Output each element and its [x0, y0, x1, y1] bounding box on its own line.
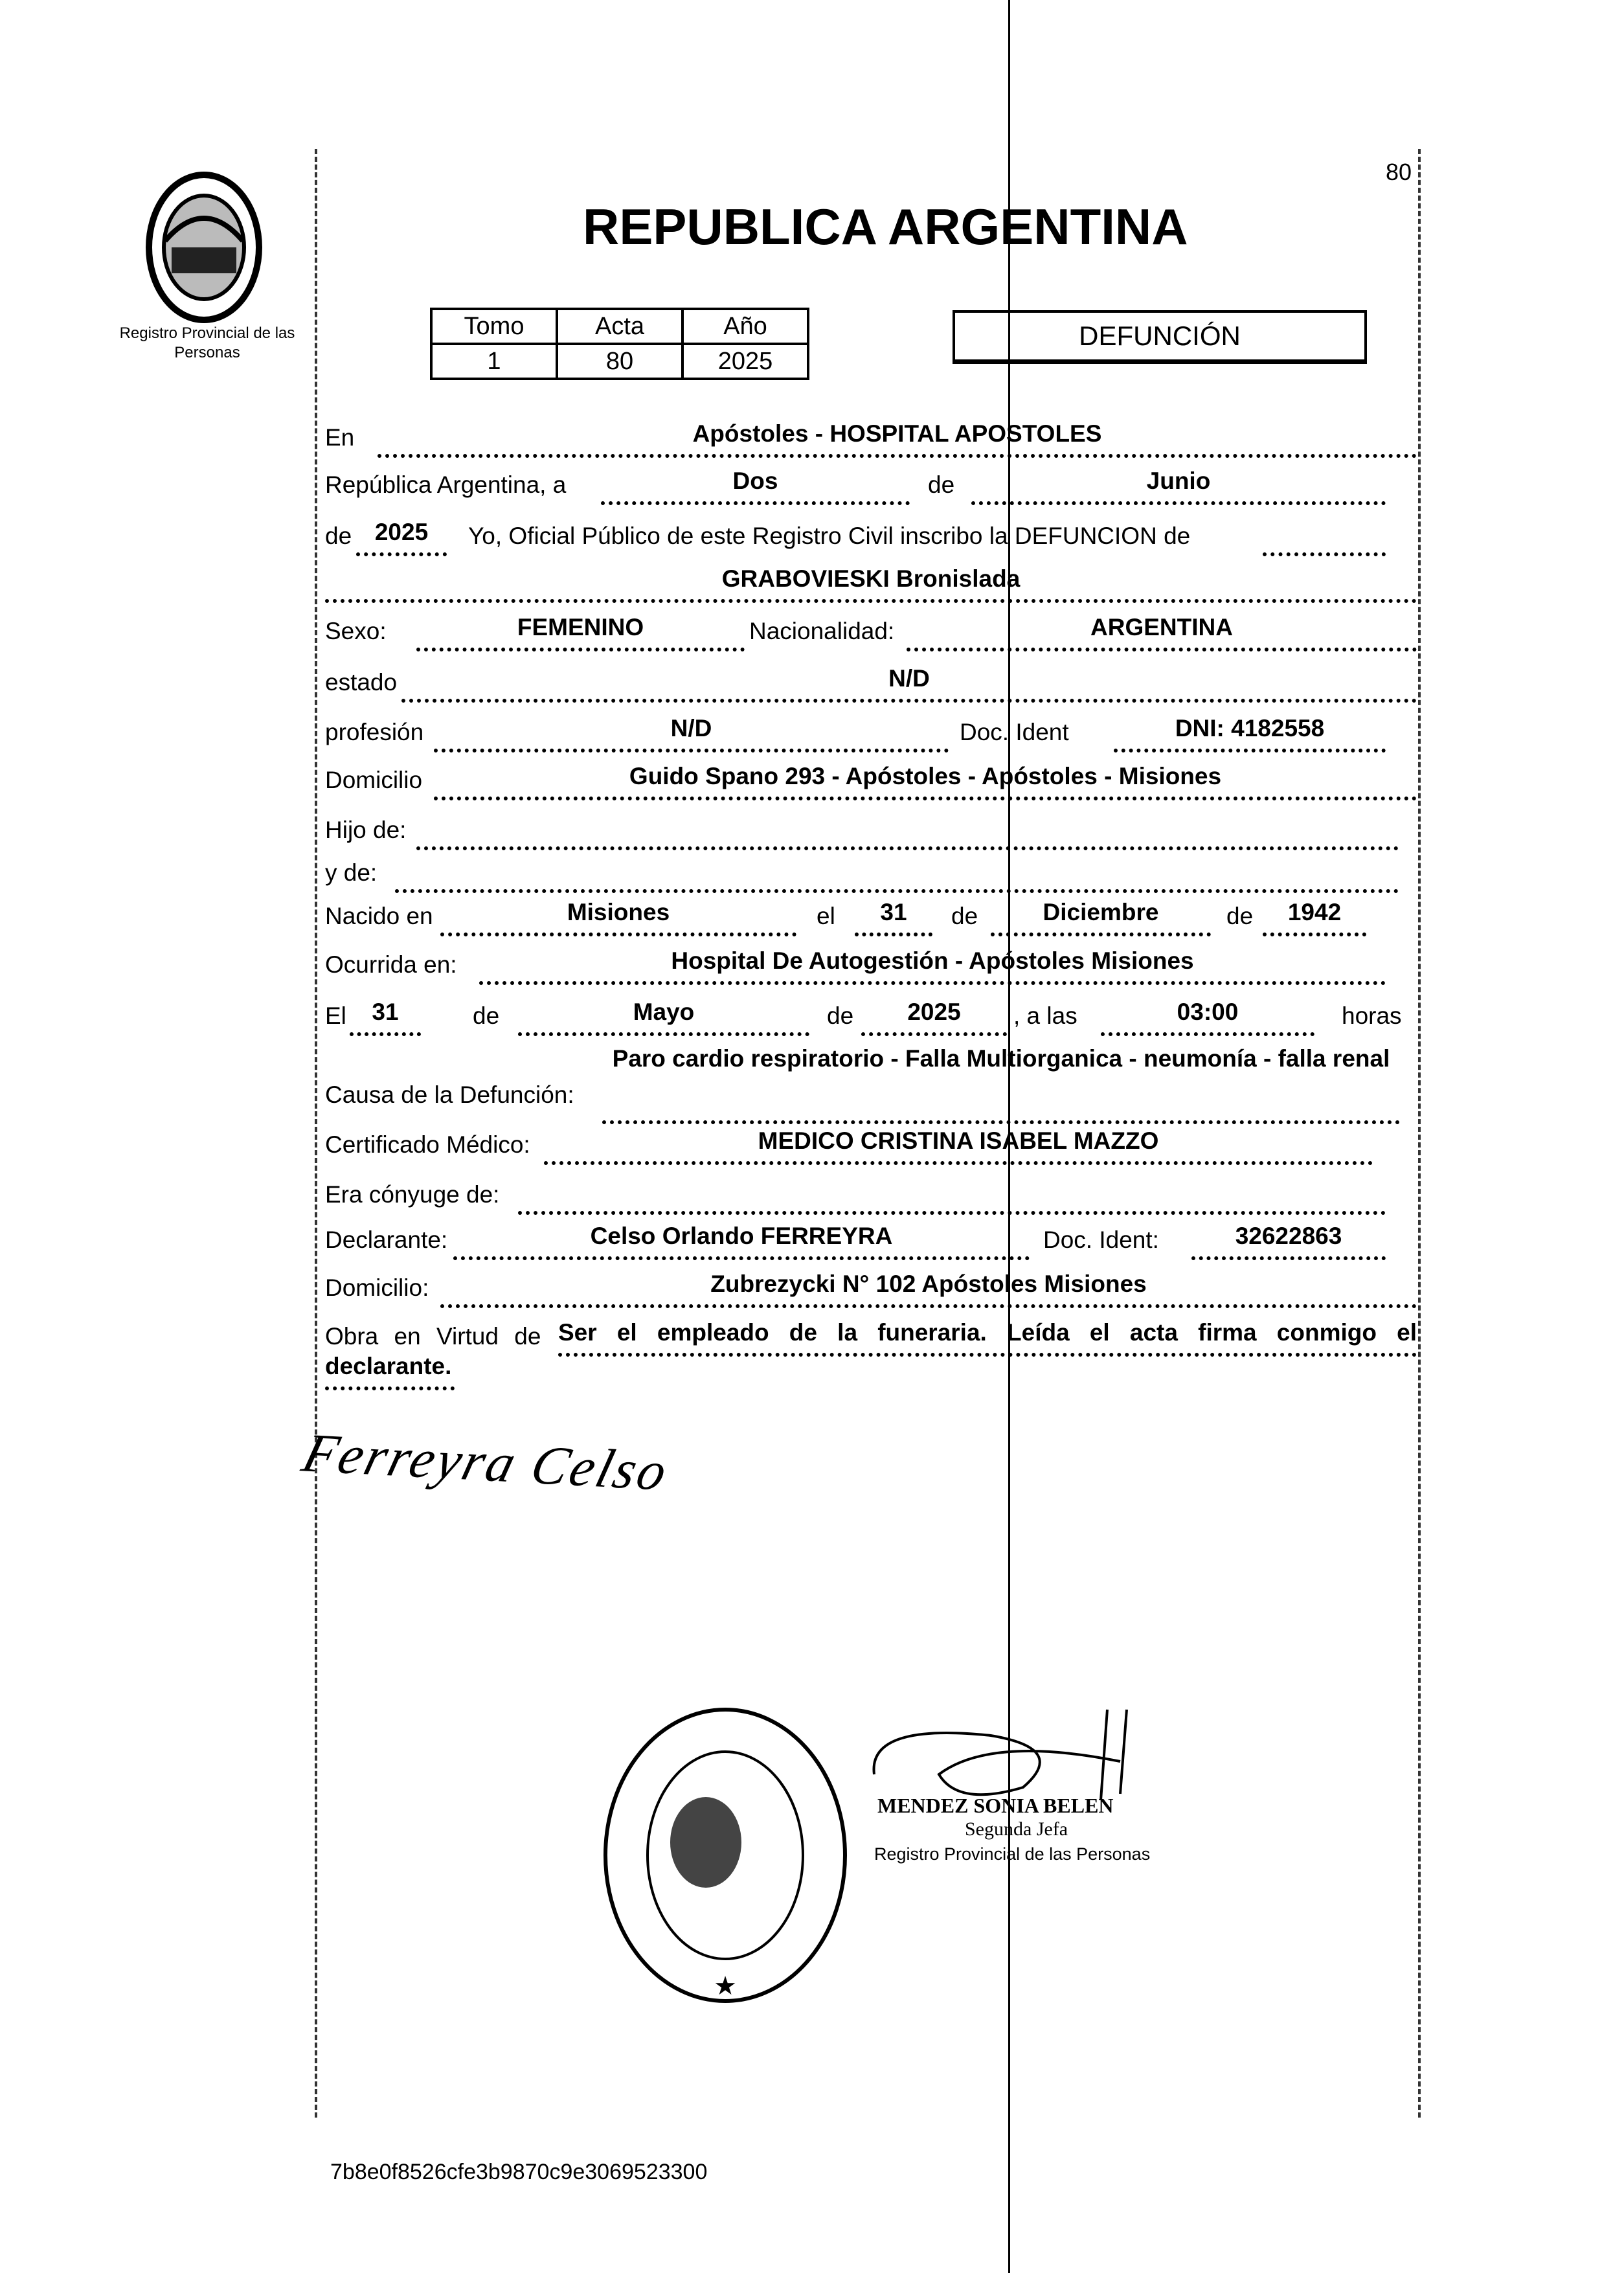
- row-en: [0, 415, 1624, 467]
- obra-field-cont: declarante.: [325, 1348, 455, 1390]
- register-table: [430, 308, 809, 380]
- svg-text:★: ★: [714, 1971, 737, 2001]
- causa-field: Paro cardio respiratorio - Falla Multiorganica - neumonía - falla renal: [602, 1043, 1400, 1124]
- de-label: de: [827, 1002, 854, 1029]
- row-death-date: [0, 993, 1624, 1045]
- month-field: Junio: [971, 462, 1386, 505]
- yde-label: y de:: [325, 859, 378, 886]
- horas-label: horas: [1342, 1002, 1402, 1029]
- birth-month-field: Diciembre: [991, 894, 1211, 936]
- causa-label: Causa de la Defunción:: [325, 1081, 574, 1108]
- row-estado: [0, 660, 1624, 712]
- de-label: de: [473, 1002, 500, 1029]
- profesion-label: profesión: [325, 719, 424, 745]
- doc-field: DNI: 4182558: [1114, 710, 1386, 752]
- row-year: [0, 514, 1624, 565]
- sexo-label: Sexo:: [325, 618, 387, 644]
- sexo-field: FEMENINO: [416, 609, 745, 651]
- official-name: MENDEZ SONIA BELEN: [877, 1794, 1114, 1817]
- row-causa: [0, 1043, 1624, 1133]
- de-label: de: [325, 523, 352, 549]
- obra-field: Ser el empleado de la funeraria. Leída el acta firma conmigo el: [558, 1314, 1417, 1357]
- death-day-field: 31: [350, 993, 421, 1036]
- republica-label: República Argentina, a: [325, 471, 567, 498]
- decl-domicilio-label: Domicilio:: [325, 1274, 429, 1301]
- row-date: [0, 462, 1624, 514]
- oficial-text: Yo, Oficial Público de este Registro Civil inscribo la DEFUNCION de: [468, 523, 1191, 549]
- certificado-field: MEDICO CRISTINA ISABEL MAZZO: [544, 1122, 1373, 1165]
- yde-field: [395, 850, 1399, 893]
- blank-field: [1263, 514, 1386, 556]
- birth-year-field: 1942: [1263, 894, 1366, 936]
- value-tomo: 1: [431, 344, 557, 379]
- decl-doc-field: 32622863: [1191, 1217, 1386, 1260]
- declarant-signature: Ferreyra Celso: [296, 1423, 676, 1502]
- domicilio-field: Guido Spano 293 - Apóstoles - Apóstoles - Misiones: [434, 758, 1417, 800]
- nacido-label: Nacido en: [325, 903, 433, 929]
- page-number: 80: [1386, 159, 1412, 185]
- nacido-field: Misiones: [440, 894, 796, 936]
- value-ano: 2025: [682, 344, 808, 379]
- de-label: de: [1226, 903, 1254, 929]
- en-field: Apóstoles - HOSPITAL APOSTOLES: [378, 415, 1417, 458]
- page-title: REPUBLICA ARGENTINA: [583, 198, 1188, 255]
- row-sexo: [0, 609, 1624, 661]
- ocurrida-field: Hospital De Autogestión - Apóstoles Misiones: [479, 942, 1386, 985]
- profesion-field: N/D: [434, 710, 949, 752]
- row-conyuge: [0, 1172, 1624, 1224]
- row-decl-domicilio: [0, 1265, 1624, 1317]
- official-role: Segunda Jefa: [965, 1818, 1068, 1840]
- alas-label: , a las: [1013, 1002, 1077, 1029]
- death-time-field: 03:00: [1101, 993, 1314, 1036]
- estado-label: estado: [325, 669, 398, 695]
- ocurrida-label: Ocurrida en:: [325, 951, 457, 978]
- row-ocurrida: [0, 942, 1624, 994]
- year-field: 2025: [356, 514, 447, 556]
- header-ano: Año: [682, 309, 808, 344]
- row-name: [0, 560, 1624, 612]
- hijo-label: Hijo de:: [325, 817, 407, 843]
- row-declarante: [0, 1217, 1624, 1269]
- nacionalidad-field: ARGENTINA: [907, 609, 1417, 651]
- el-label: El: [325, 1002, 346, 1029]
- hijo-field: [416, 808, 1399, 850]
- row-domicilio: [0, 758, 1624, 809]
- estado-field: N/D: [401, 660, 1417, 703]
- official-registry: Registro Provincial de las Personas: [874, 1844, 1151, 1864]
- record-type-box: DEFUNCIÓN: [953, 310, 1367, 364]
- header-tomo: Tomo: [431, 309, 557, 344]
- declarante-label: Declarante:: [325, 1227, 448, 1253]
- row-profesion: [0, 710, 1624, 762]
- de-label: de: [928, 471, 955, 498]
- declarante-field: Celso Orlando FERREYRA: [453, 1217, 1030, 1260]
- document-hash: 7b8e0f8526cfe3b9870c9e3069523300: [330, 2160, 708, 2184]
- domicilio-label: Domicilio: [325, 767, 423, 793]
- registry-name: Registro Provincial de las Personas: [119, 324, 295, 361]
- obra-label: Obra en Virtud de: [325, 1323, 541, 1350]
- row-obra-2: [0, 1348, 1624, 1399]
- death-month-field: Mayo: [518, 993, 809, 1036]
- nacionalidad-label: Nacionalidad:: [749, 618, 895, 644]
- decl-doc-label: Doc. Ident:: [1043, 1227, 1159, 1253]
- row-nacido: [0, 894, 1624, 945]
- death-year-field: 2025: [861, 993, 1007, 1036]
- decl-domicilio-field: Zubrezycki N° 102 Apóstoles Misiones: [440, 1265, 1417, 1308]
- header-acta: Acta: [557, 309, 682, 344]
- el-label: el: [817, 903, 835, 929]
- birth-day-field: 31: [855, 894, 932, 936]
- deceased-name-field: GRABOVIESKI Bronislada: [325, 560, 1417, 603]
- official-stamp: [596, 1700, 855, 2011]
- doc-label: Doc. Ident: [960, 719, 1069, 745]
- certificado-label: Certificado Médico:: [325, 1131, 530, 1158]
- conyuge-field: [518, 1172, 1386, 1215]
- day-field: Dos: [601, 462, 910, 505]
- de-label: de: [951, 903, 978, 929]
- en-label: En: [325, 424, 355, 451]
- value-acta: 80: [557, 344, 682, 379]
- province-seal-logo: [126, 170, 282, 325]
- row-certificado: [0, 1122, 1624, 1174]
- conyuge-label: Era cónyuge de:: [325, 1181, 500, 1208]
